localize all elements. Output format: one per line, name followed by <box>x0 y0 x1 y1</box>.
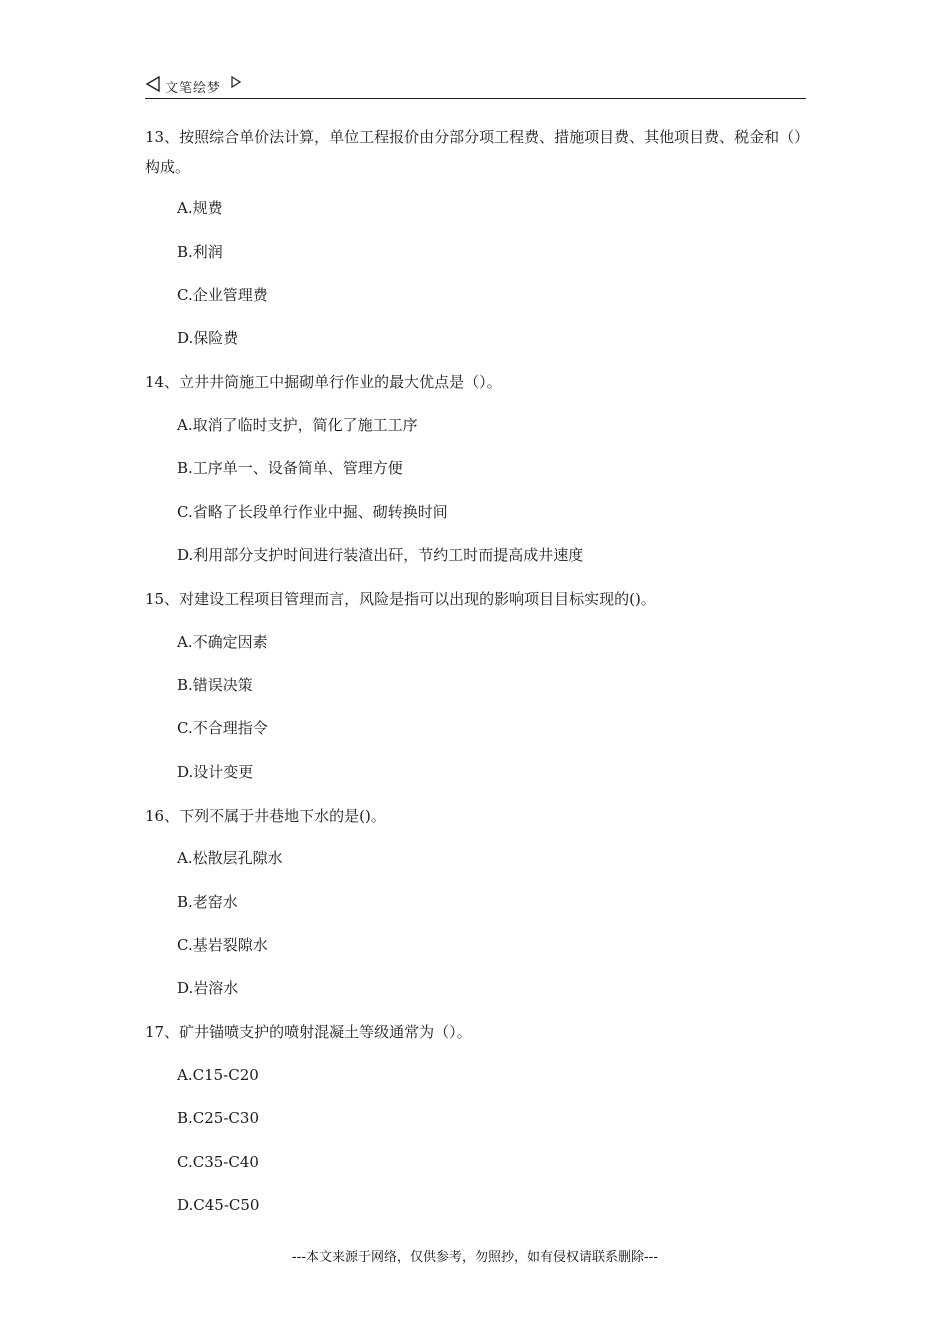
triangle-left-icon <box>145 76 161 96</box>
option-17-b: B.C25-C30 <box>177 1109 259 1127</box>
option-13-c: C.企业管理费 <box>177 286 268 304</box>
option-17-c: C.C35-C40 <box>177 1153 259 1171</box>
option-13-b: B.利润 <box>177 243 223 261</box>
option-13-d: D.保险费 <box>177 329 239 347</box>
option-17-a: A.C15-C20 <box>177 1066 259 1084</box>
option-15-c: C.不合理指令 <box>177 719 268 737</box>
option-17-d: D.C45-C50 <box>177 1196 260 1214</box>
question-13: 13、按照综合单价法计算，单位工程报价由分部分项工程费、措施项目费、其他项目费、税金和（）构成。 <box>145 128 810 176</box>
triangle-right-icon <box>231 76 241 92</box>
option-15-a: A.不确定因素 <box>177 633 268 651</box>
option-14-c: C.省略了长段单行作业中掘、砌转换时间 <box>177 503 448 521</box>
option-14-d: D.利用部分支护时间进行装渣出矸，节约工时而提高成井速度 <box>177 546 584 564</box>
header-brand: 文笔绘梦 <box>165 81 222 96</box>
option-14-a: A.取消了临时支护，简化了施工工序 <box>177 416 418 434</box>
page-header <box>145 74 806 99</box>
option-13-a: A.规费 <box>177 199 223 217</box>
option-16-b: B.老窑水 <box>177 893 238 911</box>
question-17: 17、矿井锚喷支护的喷射混凝土等级通常为（）。 <box>145 1023 472 1041</box>
question-15: 15、对建设工程项目管理而言，风险是指可以出现的影响项目目标实现的()。 <box>145 590 656 608</box>
question-16: 16、下列不属于井巷地下水的是()。 <box>145 807 386 825</box>
option-16-a: A.松散层孔隙水 <box>177 849 283 867</box>
option-15-d: D.设计变更 <box>177 763 254 781</box>
option-14-b: B.工序单一、设备简单、管理方便 <box>177 459 403 477</box>
question-14: 14、立井井筒施工中掘砌单行作业的最大优点是（）。 <box>145 373 502 391</box>
option-16-d: D.岩溶水 <box>177 979 239 997</box>
page-footer: ---本文来源于网络，仅供参考，勿照抄，如有侵权请联系删除--- <box>291 1250 659 1265</box>
option-16-c: C.基岩裂隙水 <box>177 936 268 954</box>
option-15-b: B.错误决策 <box>177 676 253 694</box>
